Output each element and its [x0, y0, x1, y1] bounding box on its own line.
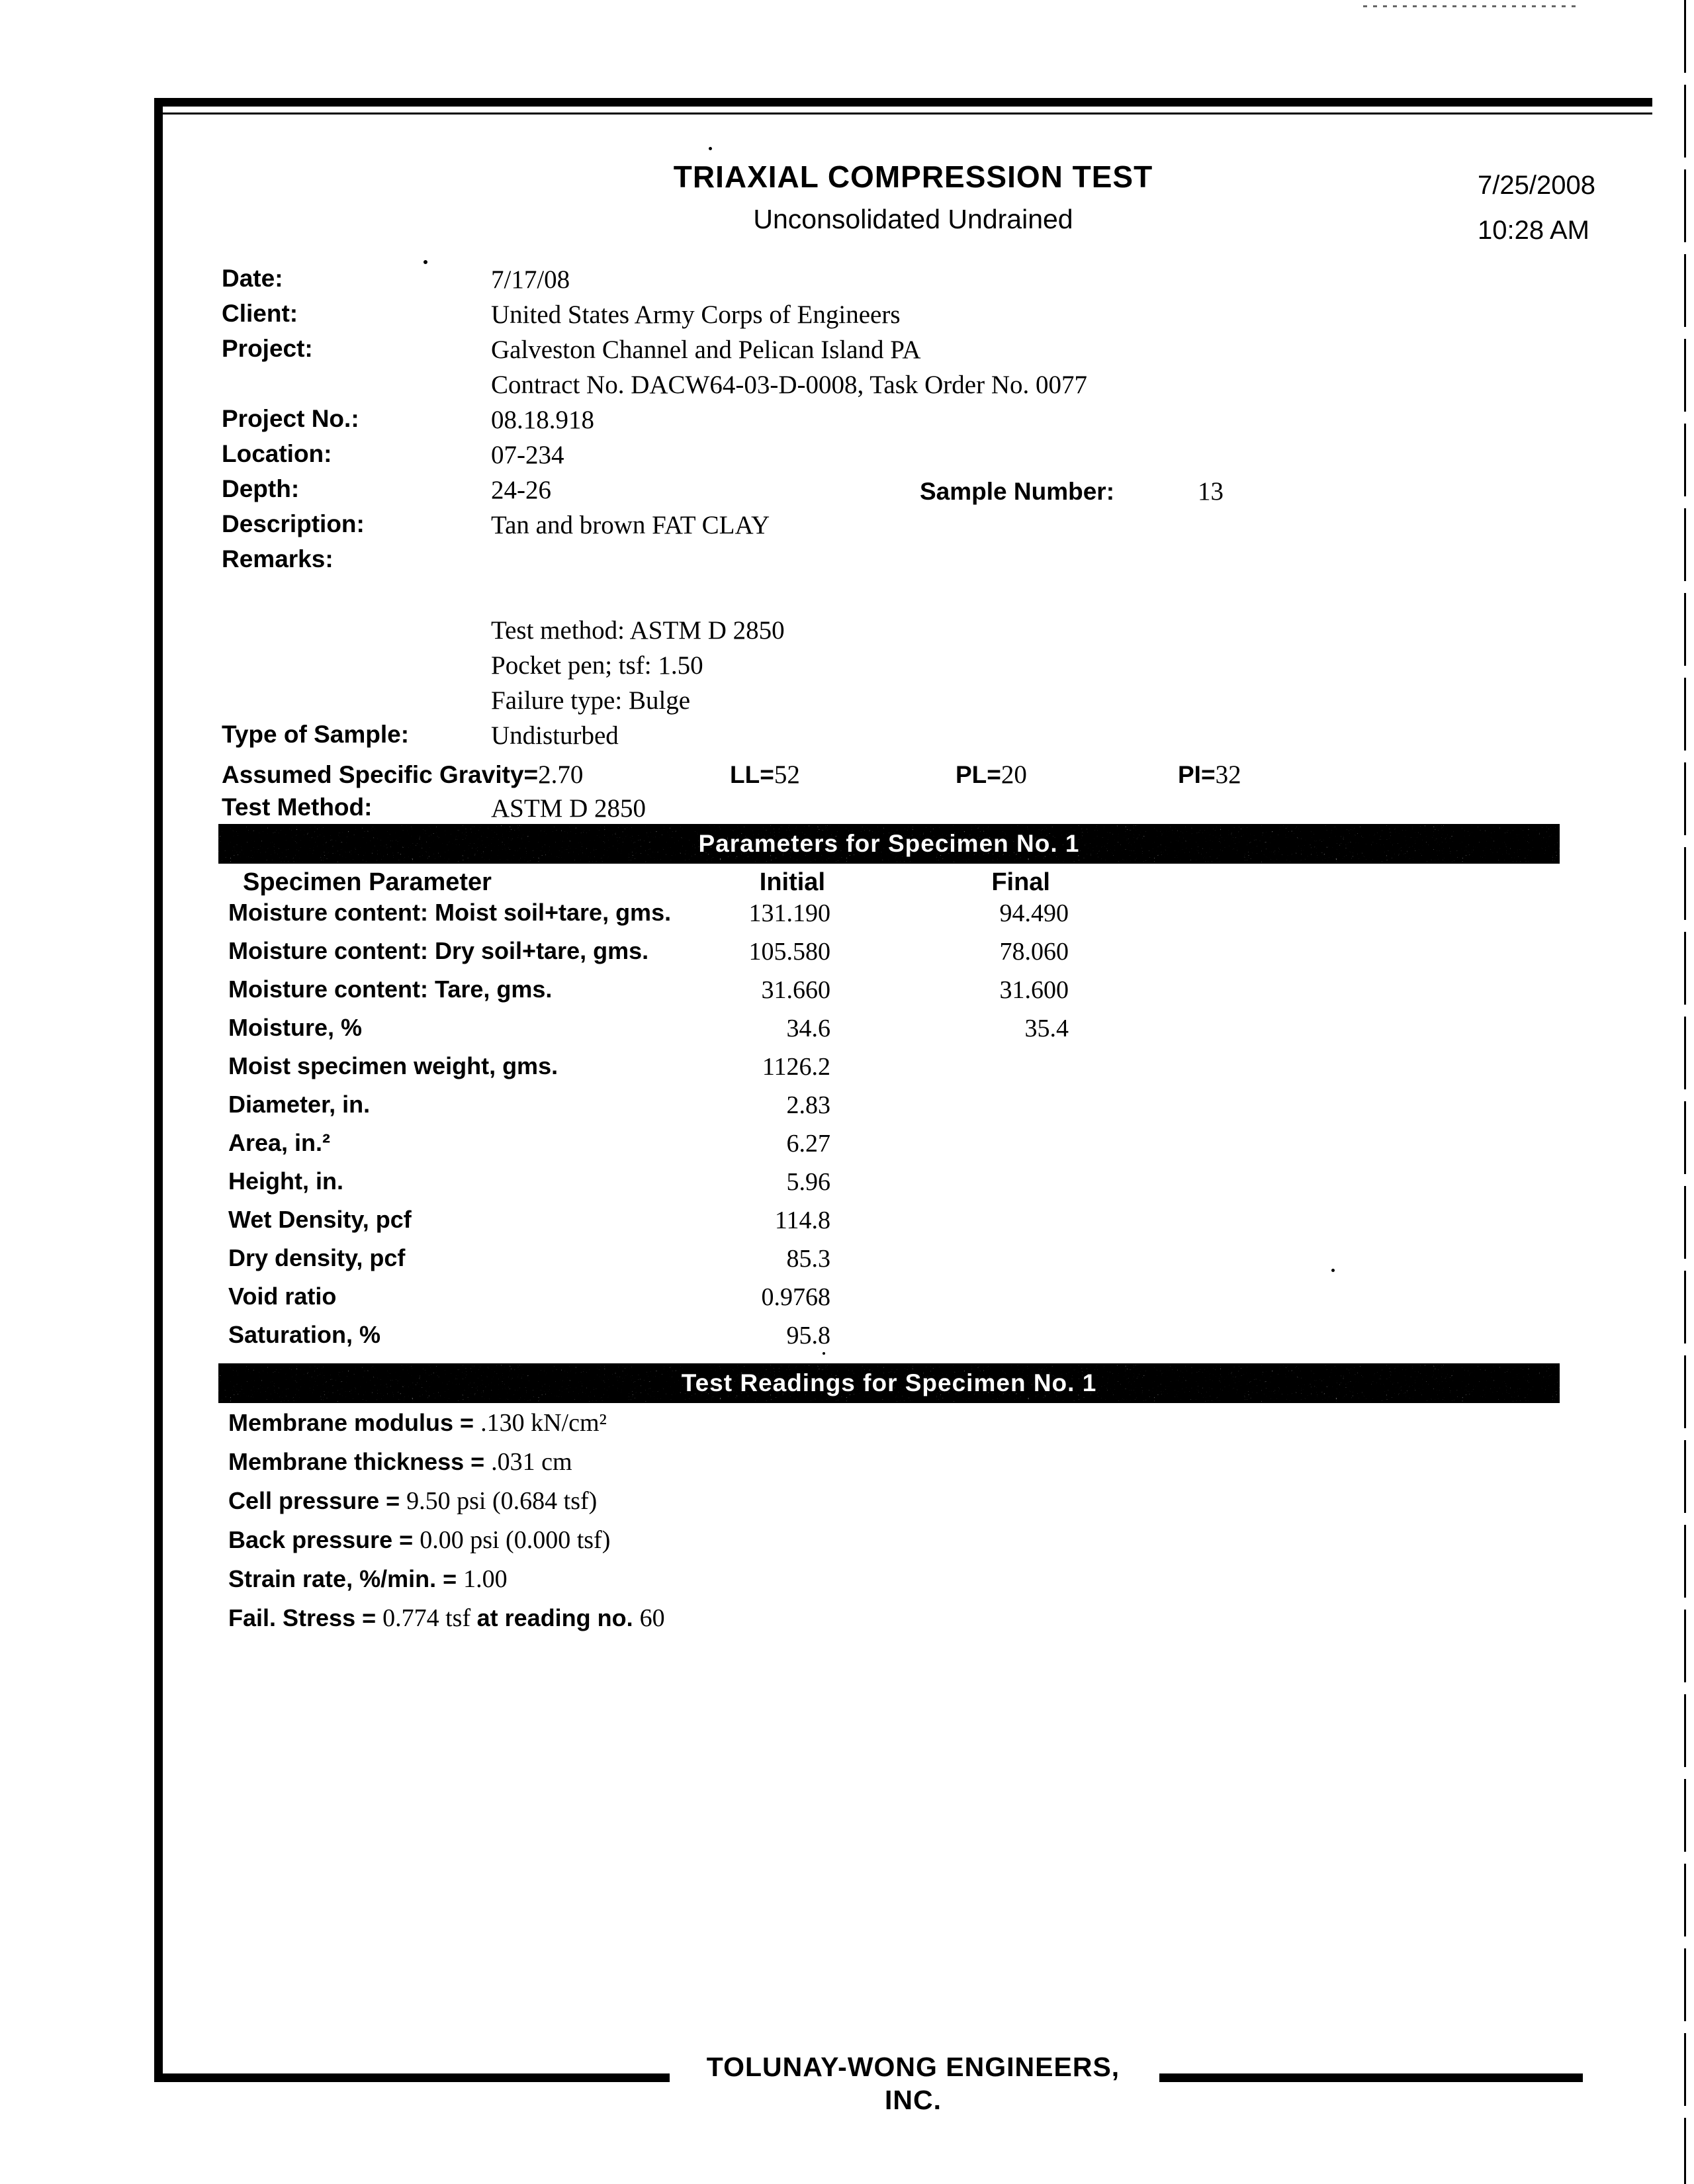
- parameters-banner: [218, 824, 1560, 864]
- param-initial-value: 114.8: [774, 1206, 830, 1234]
- param-initial-value: 2.83: [786, 1091, 830, 1119]
- reading-value-2: 60: [639, 1604, 665, 1632]
- reading-line: [228, 1408, 1486, 1447]
- param-label: Saturation, %: [228, 1321, 381, 1348]
- param-initial-value: 85.3: [786, 1245, 830, 1273]
- reading-line: [228, 1447, 1486, 1486]
- pl-value: 20: [1001, 760, 1027, 789]
- info-label: Date:: [222, 265, 283, 292]
- indices-row: [222, 760, 1479, 795]
- page-title: TRIAXIAL COMPRESSION TEST: [673, 159, 1153, 194]
- pl-label: PL=: [956, 761, 1001, 788]
- plasticity-index: [1178, 760, 1241, 790]
- param-label: Moisture, %: [228, 1014, 363, 1041]
- readings-banner: [218, 1363, 1560, 1403]
- specific-gravity: [222, 760, 583, 790]
- liquid-limit: [730, 760, 800, 790]
- print-stamp: [1478, 163, 1676, 253]
- reading-value: 0.00 psi (0.000 tsf): [420, 1526, 611, 1554]
- info-label: Remarks:: [222, 545, 334, 572]
- info-rows: [222, 265, 1479, 756]
- info-row: [222, 651, 1479, 686]
- info-label: Client:: [222, 300, 298, 327]
- info-value: Pocket pen; tsf: 1.50: [491, 651, 703, 680]
- param-label: Wet Density, pcf: [228, 1206, 412, 1233]
- param-rows: [228, 899, 1486, 1359]
- info-label: Project No.:: [222, 405, 359, 432]
- frame-top-border: [154, 98, 1652, 107]
- print-date: 7/25/2008: [1478, 171, 1595, 200]
- info-value: 07-234: [491, 441, 564, 469]
- info-label: Type of Sample:: [222, 721, 410, 748]
- print-time: 10:28 AM: [1478, 216, 1590, 245]
- info-row: [222, 615, 1479, 651]
- param-initial-value: 6.27: [786, 1130, 830, 1158]
- plastic-limit: [956, 760, 1027, 790]
- info-label: Description:: [222, 510, 365, 537]
- frame-top-inner-rule: [163, 113, 1652, 114]
- test-method-value: ASTM D 2850: [491, 794, 646, 823]
- test-method-label: Test Method:: [222, 794, 373, 821]
- param-row: [228, 899, 1486, 937]
- col-header-parameter: Specimen Parameter: [243, 868, 492, 896]
- info-value: Test method: ASTM D 2850: [491, 616, 785, 645]
- param-initial-value: 1126.2: [762, 1053, 830, 1081]
- param-label: Height, in.: [228, 1167, 343, 1195]
- sample-number-label: Sample Number:: [920, 478, 1115, 505]
- info-row: [222, 475, 1479, 510]
- scan-artifact-right-line: [1684, 0, 1686, 2184]
- reading-line: [228, 1525, 1486, 1565]
- scan-speck: [424, 260, 427, 264]
- param-label: Moisture content: Tare, gms.: [228, 976, 553, 1003]
- info-value: Undisturbed: [491, 721, 619, 750]
- param-initial-value: 31.660: [761, 976, 830, 1004]
- test-method-row: [222, 794, 1479, 823]
- param-label: Void ratio: [228, 1283, 337, 1310]
- pi-value: 32: [1215, 760, 1241, 789]
- reading-line: [228, 1486, 1486, 1525]
- param-row: [228, 1283, 1486, 1321]
- param-row: [228, 1129, 1486, 1167]
- info-row: [222, 721, 1479, 756]
- param-initial-value: 105.580: [748, 938, 830, 966]
- col-header-initial: Initial: [759, 868, 825, 896]
- specific-gravity-value: 2.70: [538, 760, 584, 789]
- footer-company: TOLUNAY-WONG ENGINEERS, INC.: [675, 2050, 1151, 2116]
- param-label: Diameter, in.: [228, 1091, 371, 1118]
- ll-label: LL=: [730, 761, 774, 788]
- col-header-final: Final: [991, 868, 1050, 896]
- param-final-value: 78.060: [999, 938, 1069, 966]
- info-row: [222, 686, 1479, 721]
- info-label: Location:: [222, 440, 332, 467]
- param-label: Area, in.²: [228, 1129, 331, 1156]
- info-row: [222, 335, 1479, 370]
- info-row: [222, 545, 1479, 580]
- scan-artifact-top-dots: [1363, 5, 1582, 7]
- info-row: [222, 580, 1479, 615]
- param-row: [228, 1321, 1486, 1359]
- param-final-value: 31.600: [999, 976, 1069, 1004]
- specific-gravity-label: Assumed Specific Gravity=: [222, 761, 539, 788]
- reading-value: 0.774 tsf: [382, 1604, 477, 1632]
- info-value: 08.18.918: [491, 406, 594, 434]
- reading-label: Cell pressure =: [228, 1487, 407, 1514]
- reading-label: Membrane thickness =: [228, 1448, 492, 1475]
- param-row: [228, 1091, 1486, 1129]
- param-initial-value: 34.6: [786, 1015, 830, 1042]
- info-label: Depth:: [222, 475, 300, 502]
- param-initial-value: 131.190: [748, 899, 830, 927]
- info-value: 24-26: [491, 476, 551, 504]
- reading-label: Back pressure =: [228, 1526, 420, 1553]
- param-row: [228, 1206, 1486, 1244]
- readings-banner-title: Test Readings for Specimen No. 1: [681, 1369, 1097, 1396]
- param-col-headers: [228, 868, 1486, 897]
- param-label: Moisture content: Dry soil+tare, gms.: [228, 937, 649, 964]
- info-row: [222, 405, 1479, 440]
- footer-rule-left: [154, 2073, 670, 2082]
- param-label: Dry density, pcf: [228, 1244, 406, 1271]
- page-subtitle: Unconsolidated Undrained: [753, 204, 1073, 234]
- reading-label: Fail. Stress =: [228, 1604, 383, 1631]
- info-value: Tan and brown FAT CLAY: [491, 511, 770, 539]
- info-value: 7/17/08: [491, 265, 570, 294]
- param-label: Moist specimen weight, gms.: [228, 1052, 558, 1079]
- param-label: Moisture content: Moist soil+tare, gms.: [228, 899, 672, 926]
- reading-value: 9.50 psi (0.684 tsf): [406, 1487, 598, 1515]
- info-value: Contract No. DACW64-03-D-0008, Task Order No. 0077: [491, 371, 1087, 399]
- info-value: United States Army Corps of Engineers: [491, 300, 901, 329]
- param-row: [228, 1052, 1486, 1091]
- param-row: [228, 1167, 1486, 1206]
- reading-label-2: at reading no.: [476, 1604, 640, 1631]
- info-label: Project:: [222, 335, 313, 362]
- param-row: [228, 976, 1486, 1014]
- scan-speck: [709, 147, 712, 150]
- param-final-value: 94.490: [999, 899, 1069, 927]
- sample-number-value: 13: [1198, 477, 1224, 506]
- info-row: [222, 510, 1479, 545]
- param-row: [228, 1244, 1486, 1283]
- param-final-value: 35.4: [1024, 1015, 1069, 1042]
- reading-line: [228, 1565, 1486, 1604]
- reading-line: [228, 1604, 1486, 1643]
- reading-value: 1.00: [463, 1565, 508, 1593]
- param-row: [228, 937, 1486, 976]
- reading-label: Strain rate, %/min. =: [228, 1565, 464, 1592]
- parameters-banner-title: Parameters for Specimen No. 1: [698, 830, 1080, 857]
- info-row: [222, 265, 1479, 300]
- param-initial-value: 95.8: [786, 1322, 830, 1349]
- ll-value: 52: [774, 760, 800, 789]
- reading-label: Membrane modulus =: [228, 1409, 481, 1436]
- info-row: [222, 370, 1479, 405]
- info-value: Galveston Channel and Pelican Island PA: [491, 336, 921, 364]
- param-initial-value: 5.96: [786, 1168, 830, 1196]
- info-value: Failure type: Bulge: [491, 686, 691, 715]
- param-row: [228, 1014, 1486, 1052]
- pi-label: PI=: [1178, 761, 1216, 788]
- reading-value: .031 cm: [491, 1448, 572, 1476]
- report-header: [596, 159, 1231, 235]
- reading-lines: [228, 1408, 1486, 1643]
- info-row: [222, 300, 1479, 335]
- frame-left-border: [154, 98, 163, 2082]
- footer-rule-right: [1159, 2073, 1583, 2082]
- info-row: [222, 440, 1479, 475]
- reading-value: .130 kN/cm²: [480, 1409, 607, 1437]
- param-initial-value: 0.9768: [761, 1283, 830, 1311]
